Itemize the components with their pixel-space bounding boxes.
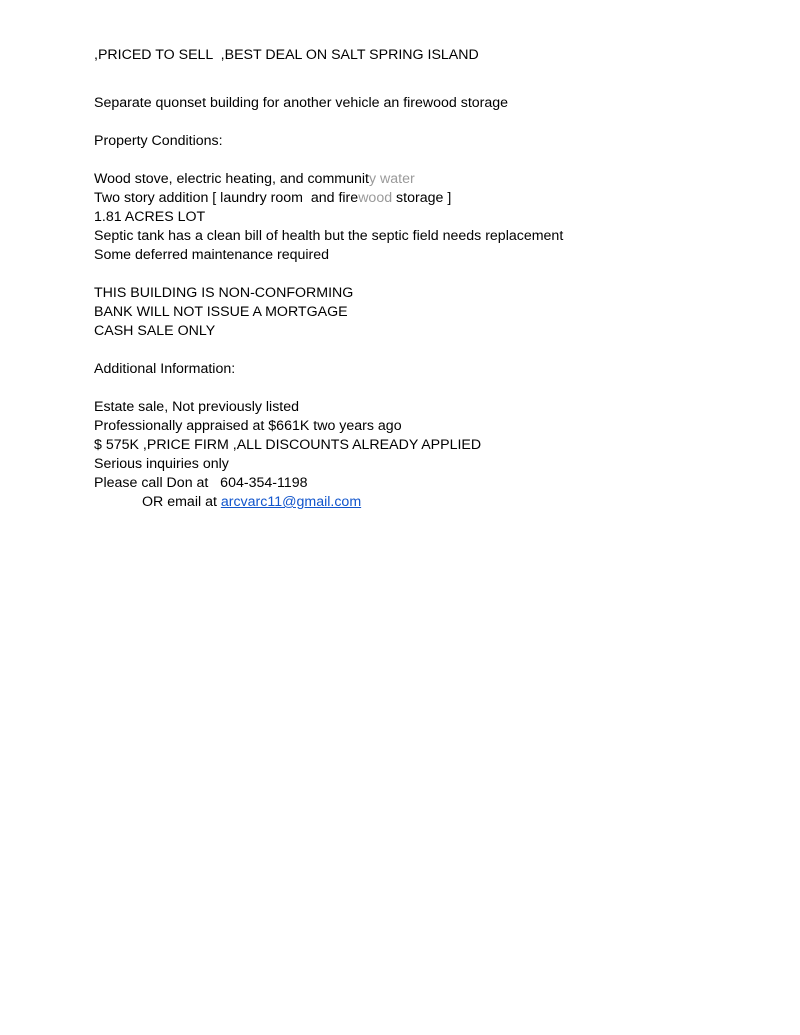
- additional-heading: Additional Information:: [94, 361, 236, 377]
- additional-phone: Please call Don at 604-354-1198: [94, 475, 308, 491]
- additional-estate-sale: Estate sale, Not previously listed: [94, 399, 300, 415]
- condition-lot-size: 1.81 ACRES LOT: [94, 209, 206, 225]
- warning-no-mortgage: BANK WILL NOT ISSUE A MORTGAGE: [94, 304, 348, 320]
- condition-heating-text: Wood stove, electric heating, and communit: [94, 171, 369, 187]
- warning-non-conforming: THIS BUILDING IS NON-CONFORMING: [94, 285, 354, 301]
- condition-heating-faded-text: y water: [368, 171, 415, 187]
- conditions-heading: Property Conditions:: [94, 133, 223, 149]
- condition-heating-water: [94, 170, 415, 189]
- quonset-line: Separate quonset building for another vehicle an firewood storage: [94, 95, 509, 111]
- condition-maintenance: Some deferred maintenance required: [94, 247, 330, 263]
- additional-appraisal: Professionally appraised at $661K two years ago: [94, 418, 402, 434]
- condition-addition: [94, 189, 451, 208]
- headline: ,PRICED TO SELL ,BEST DEAL ON SALT SPRING ISLAND: [94, 47, 479, 63]
- email-link[interactable]: arcvarc11@gmail.com: [220, 494, 362, 510]
- condition-addition-text-c: storage ]: [392, 190, 452, 206]
- email-prefix: OR email at: [142, 494, 221, 510]
- condition-addition-text-a: Two story addition [ laundry room and fire: [94, 190, 359, 206]
- additional-price: $ 575K ,PRICE FIRM ,ALL DISCOUNTS ALREADY APPLIED: [94, 437, 482, 453]
- condition-addition-faded-text: wood: [358, 190, 393, 206]
- condition-septic: Septic tank has a clean bill of health but the septic field needs replacement: [94, 228, 564, 244]
- email-line: [142, 493, 361, 512]
- warning-cash-only: CASH SALE ONLY: [94, 323, 216, 339]
- additional-serious-inquiries: Serious inquiries only: [94, 456, 229, 472]
